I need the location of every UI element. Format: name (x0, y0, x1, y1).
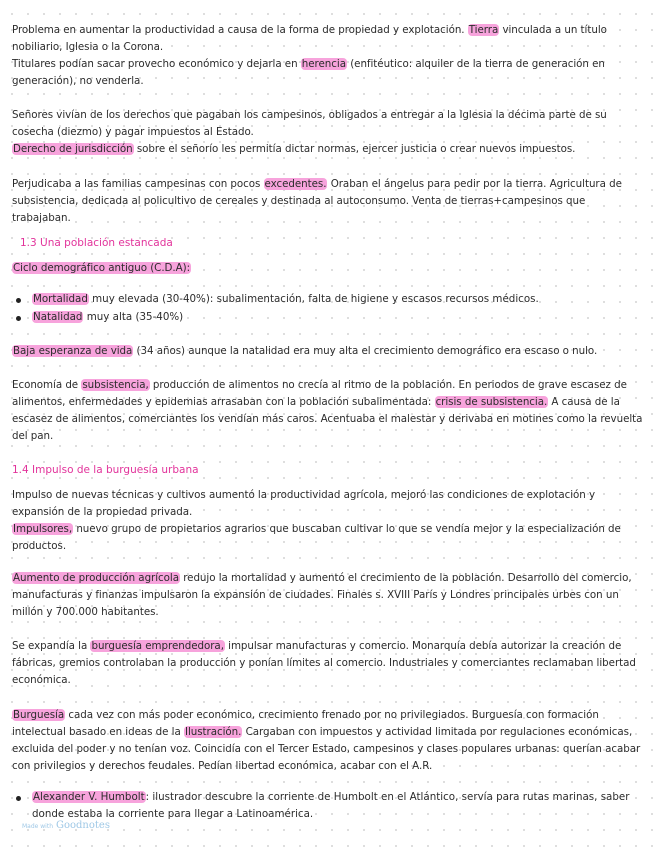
highlight-derecho-jurisdiccion: Derecho de jurisdicción (13, 143, 133, 155)
text: Perjudicaba a las familias campesinas con pocos (12, 178, 264, 190)
highlight-mortalidad: Mortalidad (33, 293, 88, 305)
text: Se expandía la (12, 640, 91, 652)
paragraph-burguesia (12, 707, 646, 775)
text: vinculada a un título nobiliario, Iglesia o la Corona. (12, 24, 607, 53)
text: A causa de la escasez de alimentos, comerciantes los vendían más caros. Acentuaba el malestar y derivaba en motines como la revuelta del pan. (12, 396, 643, 442)
text: impulsar manufacturas y comercio. Monarquía debía autorizar la creación de fábricas, gremios controlaban la producción y ponían límites al comercio. Industriales y comerciantes reclamaban libertad económica. (12, 640, 636, 686)
text: Señores vivían de los derechos que pagaban los campesinos, obligados a entregar a la Iglesia la décima parte de su cosecha (diezmo) y pagar impuestos al Estado. (12, 109, 607, 138)
paragraph-subsistencia (12, 377, 646, 445)
paragraph-herencia (12, 56, 646, 90)
highlight-crisis-subsistencia: crisis de subsistencia. (435, 396, 548, 408)
paragraph-cda (12, 260, 646, 277)
text: (enfitéutico: alquiler de la tierra de generación en generación), no venderla. (12, 58, 605, 87)
text: Economía de (12, 379, 82, 391)
paragraph-burguesia-emprendedora (12, 638, 646, 689)
heading-1-3: 1.3 Una población estancada (20, 237, 173, 249)
text: Titulares podían sacar provecho económico y dejarla en (12, 58, 301, 70)
highlight-herencia: herencia (301, 58, 346, 70)
bullet-dot (16, 796, 21, 801)
watermark-small-text: Made with (22, 823, 53, 830)
highlight-excedentes: excedentes. (264, 178, 327, 190)
highlight-natalidad: Natalidad (33, 311, 83, 323)
highlight-tierra: Tierra (468, 24, 499, 36)
highlight-burguesia: Burguesía (13, 709, 65, 721)
watermark-brand-text: Goodnotes (56, 820, 110, 831)
text: sobre el señorío les permitía dictar normas, ejercer justicia o crear nuevos impuestos. (133, 143, 576, 155)
paragraph-impulsores (12, 521, 646, 555)
paragraph-jurisdiccion (12, 141, 646, 158)
text: Impulso de nuevas técnicas y cultivos aumentó la productividad agrícola, mejoró las condiciones de explotación y expansión de la propiedad privada. (12, 489, 596, 518)
paragraph-excedentes (12, 176, 646, 227)
text: Problema en aumentar la productividad a causa de la forma de propiedad y explotación. (12, 24, 468, 36)
highlight-burguesia-emprendedora: burguesía emprendedora, (91, 640, 224, 652)
paragraph-tierra (12, 22, 646, 56)
highlight-impulsores: Impulsores, (13, 523, 73, 535)
list-item-text (32, 309, 646, 326)
text: Cargaban con impuestos y actividad limitada por regulaciones económicas, excluida del poder y no tenían voz. Coincidía con el Tercer Estado, campesinos y clases populares urbanas: querían acabar con privilegios y derechos feudales. Pedían libertad económica, acabar con el A.R. (12, 726, 641, 772)
text: producción de alimentos no crecía al ritmo de la población. En periodos de grave escasez de alimentos, enfermedades y epidemias arrasaban con la población subalimentada: (12, 379, 627, 408)
highlight-cda: Ciclo demográfico antiguo (C.D.A): (13, 262, 191, 274)
highlight-subsistencia: subsistencia, (82, 379, 149, 391)
text: cada vez con más poder económico, crecimiento frenado por no privilegiados. Burguesía con formación intelectual basado en ideas de la (12, 709, 599, 738)
paragraph-senores (12, 107, 646, 141)
goodnotes-watermark (22, 820, 110, 834)
paragraph-aumento-produccion (12, 570, 646, 621)
text: Oraban el ángelus para pedir por la tierra. Agricultura de subsistencia, dedicada al policultivo de cereales y destinada al autoconsumo. Venta de tierras+campesinos que trabajaban. (12, 178, 622, 224)
paragraph-esperanza (12, 343, 646, 360)
paragraph-impulso (12, 487, 646, 521)
heading-1-4: 1.4 Impulso de la burguesía urbana (12, 464, 199, 476)
highlight-humbolt: Alexander V. Humbolt (33, 791, 145, 803)
text: muy alta (35-40%) (83, 311, 184, 323)
list-item-text (32, 789, 646, 823)
text: (34 años) aunque la natalidad era muy alta el crecimiento demográfico era escaso o nulo. (133, 345, 598, 357)
text: : ilustrador descubre la corriente de Humbolt en el Atlántico, servía para rutas marinas, saber donde estaba la corriente para llegar a Latinoamérica. (32, 791, 630, 820)
highlight-ilustracion: Ilustración. (184, 726, 242, 738)
bullet-dot (16, 298, 21, 303)
text: muy elevada (30-40%): subalimentación, falta de higiene y escasos recursos médicos. (88, 293, 539, 305)
list-item-text (32, 291, 646, 308)
highlight-aumento-produccion: Aumento de producción agrícola (13, 572, 179, 584)
bullet-dot (16, 316, 21, 321)
highlight-esperanza-vida: Baja esperanza de vida (13, 345, 133, 357)
text: redujo la mortalidad y aumentó el crecimiento de la población. Desarrollo del comercio, manufacturas y finanzas impulsaron la expansión de ciudades. Finales s. XVIII París y Londres principales urbes con un millón y 700.000 habitantes. (12, 572, 632, 618)
text: nuevo grupo de propietarios agrarios que buscaban cultivar lo que se vendía mejor y la especialización de productos. (12, 523, 621, 552)
